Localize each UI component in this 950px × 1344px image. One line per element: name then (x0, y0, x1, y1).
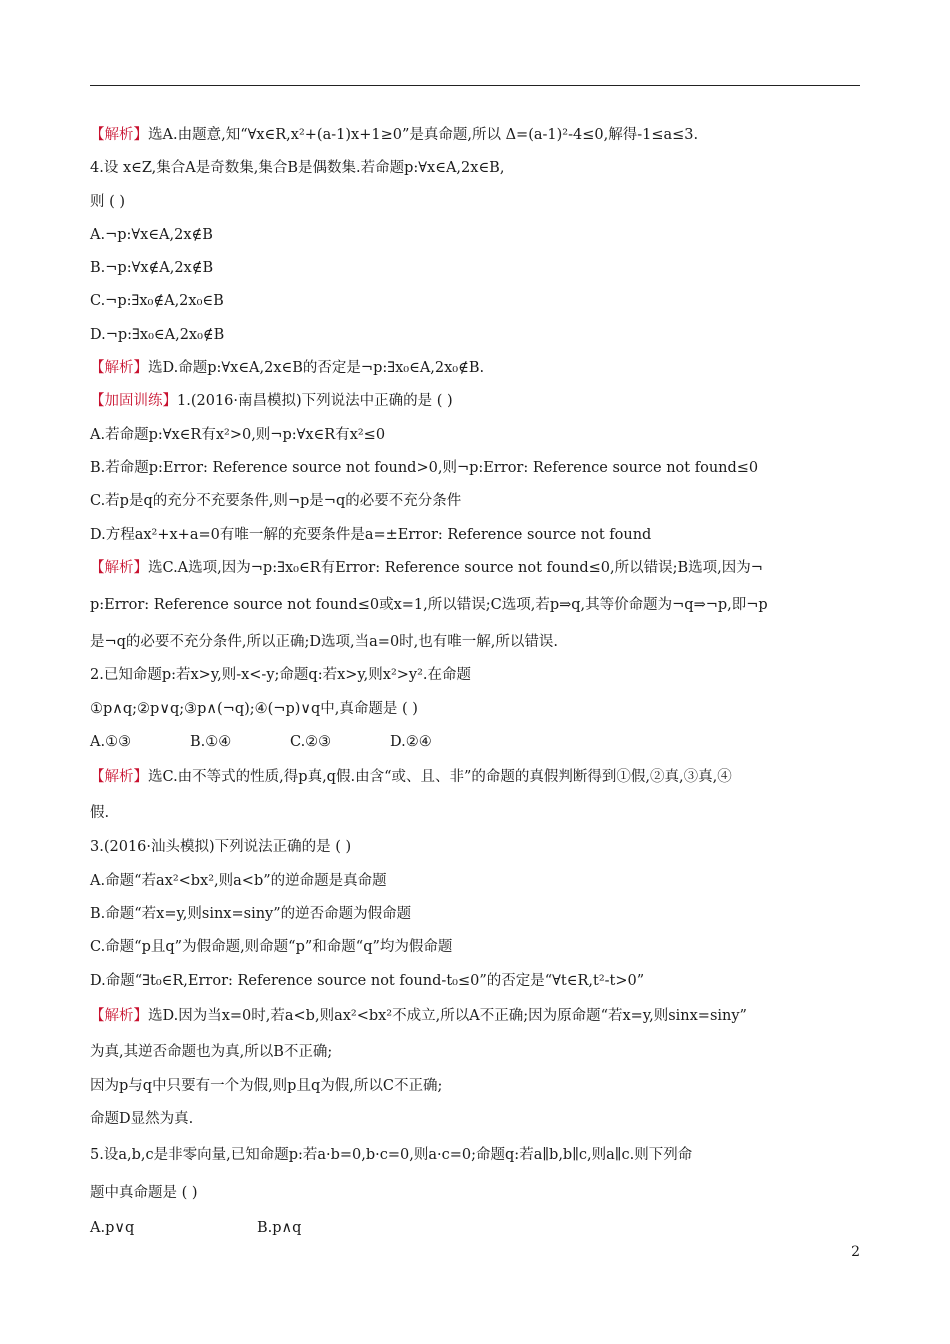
reinforce-q2-option-a: A.①③ (90, 734, 132, 751)
q5-stem: 5.设a,b,c是非零向量,已知命题p:若a·b=0,b·c=0,则a·c=0;命题q:若a∥b,b∥c,则a∥c.则下列命 (90, 1147, 693, 1164)
analysis-tag: 【解析】 (90, 559, 148, 576)
reinforce-q1-option-a: A.若命题p:∀x∈R有x²>0,则¬p:∀x∈R有x²≤0 (90, 426, 386, 443)
reinforce-q3-analysis-3: 因为p与q中只要有一个为假,则p且q为假,所以C不正确; (90, 1077, 443, 1094)
header-rule (90, 85, 860, 86)
analysis-line: 【解析】选A.由题意,知“∀x∈R,x²+(a-1)x+1≥0”是真命题,所以 Δ=(a-1)²-4≤0,解得-1≤a≤3. (90, 127, 699, 143)
reinforce-q1-stem: 【加固训练】1.(2016·南昌模拟)下列说法中正确的是 ( ) (90, 393, 453, 410)
q4-option-c: C.¬p:∃x₀∉A,2x₀∈B (90, 293, 224, 310)
reinforce-q3-option-b: B.命题“若x=y,则sinx=siny”的逆否命题为假命题 (90, 905, 412, 922)
reinforce-q1-option-d: D.方程ax²+x+a=0有唯一解的充要条件是a=±Error: Reference source not found (90, 526, 652, 543)
q4-stem-cont: 则 ( ) (90, 193, 126, 210)
reinforce-q1-option-b: B.若命题p:Error: Reference source not found>0,则¬p:Error: Reference source not found≤0 (90, 459, 759, 476)
q4-analysis: 【解析】选D.命题p:∀x∈A,2x∈B的否定是¬p:∃x₀∈A,2x₀∉B. (90, 360, 485, 377)
reinforce-q2-option-d: D.②④ (390, 734, 432, 751)
reinforce-q3-analysis-2: 为真,其逆否命题也为真,所以B不正确; (90, 1043, 333, 1060)
q5-option-b: B.p∧q (257, 1220, 302, 1237)
page-number: 2 (851, 1244, 860, 1260)
reinforce-q3-analysis-4: 命题D显然为真. (90, 1111, 194, 1128)
analysis-tag: 【解析】 (90, 360, 148, 377)
reinforce-q1-analysis-2: p:Error: Reference source not found≤0或x=1,所以错误;C选项,若p⇒q,其等价命题为¬q⇒¬p,即¬p (90, 597, 768, 614)
analysis-tag: 【解析】 (90, 769, 148, 786)
reinforce-q1-option-c: C.若p是q的充分不充要条件,则¬p是¬q的必要不充分条件 (90, 493, 462, 510)
reinforce-q1-analysis-1: 【解析】选C.A选项,因为¬p:∃x₀∈R有Error: Reference source not found≤0,所以错误;B选项,因为¬ (90, 559, 763, 576)
q4-stem: 4.设 x∈Z,集合A是奇数集,集合B是偶数集.若命题p:∀x∈A,2x∈B, (90, 160, 505, 177)
q4-option-d: D.¬p:∃x₀∈A,2x₀∉B (90, 326, 225, 343)
reinforce-q2-analysis-1: 【解析】选C.由不等式的性质,得p真,q假.由含“或、且、非”的命题的真假判断得到①假,②真,③真,④ (90, 769, 732, 786)
reinforce-tag: 【加固训练】 (90, 393, 177, 410)
q5-options (90, 1212, 865, 1245)
analysis-tag: 【解析】 (90, 127, 148, 143)
reinforce-q2-option-c: C.②③ (290, 734, 332, 751)
reinforce-q2-stem-cont: ①p∧q;②p∨q;③p∧(¬q);④(¬p)∨q中,真命题是 ( ) (90, 700, 418, 717)
reinforce-q1-analysis-3: 是¬q的必要不充分条件,所以正确;D选项,当a=0时,也有唯一解,所以错误. (90, 634, 559, 651)
q5-option-a: A.p∨q (90, 1220, 135, 1237)
analysis-tag: 【解析】 (90, 1007, 148, 1024)
reinforce-q3-option-c: C.命题“p且q”为假命题,则命题“p”和命题“q”均为假命题 (90, 939, 453, 956)
document-body (90, 119, 865, 1246)
q5-stem-cont: 题中真命题是 ( ) (90, 1185, 198, 1202)
reinforce-q2-stem: 2.已知命题p:若x>y,则-x<-y;命题q:若x>y,则x²>y².在命题 (90, 667, 472, 684)
q4-option-a: A.¬p:∀x∈A,2x∉B (90, 226, 213, 243)
q4-option-b: B.¬p:∀x∉A,2x∉B (90, 260, 214, 277)
reinforce-q3-stem: 3.(2016·汕头模拟)下列说法正确的是 ( ) (90, 839, 352, 856)
reinforce-q3-analysis-1: 【解析】选D.因为当x=0时,若a<b,则ax²<bx²不成立,所以A不正确;因为原命题“若x=y,则sinx=siny” (90, 1007, 747, 1024)
reinforce-q2-analysis-2: 假. (90, 805, 110, 822)
reinforce-q2-option-b: B.①④ (190, 734, 232, 751)
reinforce-q2-options (90, 726, 865, 759)
reinforce-q3-option-a: A.命题“若ax²<bx²,则a<b”的逆命题是真命题 (90, 872, 387, 889)
reinforce-q3-option-d: D.命题“∃t₀∈R,Error: Reference source not found-t₀≤0”的否定是“∀t∈R,t²-t>0” (90, 972, 645, 989)
